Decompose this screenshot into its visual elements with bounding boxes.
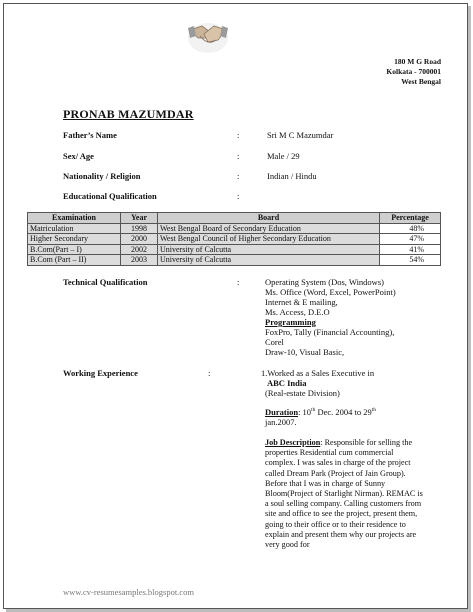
cell-percentage: 41%	[380, 244, 441, 255]
cell-board: West Bengal Board of Secondary Education	[158, 223, 380, 234]
programming-line: Corel	[265, 337, 284, 347]
footer-url: www.cv-resumesamples.blogspot.com	[63, 587, 194, 597]
duration-from-sup: th	[311, 407, 316, 413]
work-role-text: Worked as a Sales Executive in	[267, 368, 375, 378]
work-company: ABC India	[267, 378, 307, 388]
cell-percentage: 48%	[380, 223, 441, 234]
column-header: Board	[158, 213, 380, 224]
cell-board: University of Calcutta	[158, 244, 380, 255]
cell-exam: Higher Secondary	[28, 234, 121, 245]
column-header: Year	[121, 213, 158, 224]
colon: :	[237, 277, 240, 287]
cell-year: 1998	[121, 223, 158, 234]
cell-exam: B.Com(Part – I)	[28, 244, 121, 255]
programming-line: FoxPro, Tally (Financial Accounting),	[265, 327, 395, 337]
cell-exam: B.Com (Part – II)	[28, 255, 121, 266]
technical-label: Technical Qualification	[63, 277, 148, 287]
work-label: Working Experience	[63, 368, 138, 378]
duration-from-day: : 10	[298, 406, 312, 417]
fathers-name-label: Father’s Name	[63, 130, 117, 140]
fathers-name-value: Sri M C Mazumdar	[267, 130, 334, 140]
programming-heading: Programming	[265, 317, 316, 327]
colon: :	[237, 151, 240, 161]
column-header: Examination	[28, 213, 121, 224]
tech-line: Ms. Office (Word, Excel, PowerPoint)	[265, 287, 396, 297]
work-role	[261, 368, 441, 378]
job-description	[265, 438, 423, 550]
table-header-row	[28, 213, 441, 224]
colon: :	[237, 191, 240, 201]
tech-line: Internet & E mailing,	[265, 297, 338, 307]
colon: :	[237, 130, 240, 140]
address-line-1: 180 M G Road	[394, 57, 441, 66]
nationality-label: Nationality / Religion	[63, 171, 141, 181]
duration-to-rest: jan.2007.	[265, 416, 297, 427]
cell-board: West Bengal Council of Higher Secondary Education	[158, 234, 380, 245]
tech-line: Operating System (Dos, Windows)	[265, 277, 384, 287]
sex-age-label: Sex/ Age	[63, 151, 94, 161]
technical-details	[265, 277, 445, 357]
programming-line: Draw-10, Visual Basic,	[265, 347, 345, 357]
cell-year: 2000	[121, 234, 158, 245]
cell-board: University of Calcutta	[158, 255, 380, 266]
sex-age-value: Male / 29	[267, 151, 300, 161]
address-line-3: West Bengal	[401, 77, 441, 86]
candidate-name: PRONAB MAZUMDAR	[63, 107, 194, 121]
cell-year: 2002	[121, 244, 158, 255]
column-header: Percentage	[380, 213, 441, 224]
table-row	[28, 223, 441, 234]
duration-from-rest: Dec. 2004 to 29	[315, 406, 372, 417]
address-block	[386, 57, 441, 87]
education-table	[27, 212, 441, 266]
table-row	[28, 234, 441, 245]
cell-exam: Matriculation	[28, 223, 121, 234]
work-duration	[261, 405, 441, 417]
cell-year: 2003	[121, 255, 158, 266]
table-row	[28, 255, 441, 266]
duration-label: Duration	[265, 406, 299, 417]
nationality-value: Indian / Hindu	[267, 171, 317, 181]
cell-percentage: 47%	[380, 234, 441, 245]
work-division: (Real-estate Division)	[265, 388, 340, 398]
job-description-label: Job Description	[265, 438, 321, 447]
table-row	[28, 244, 441, 255]
colon: :	[208, 368, 211, 378]
job-description-text: : Responsible for selling the properties Residential cum commercial complex. I was sales in charge of the project called Dream Park (Project of Jain Group). Before that I was in charge of Sunny Bloom(Project of Starlight Nirman). REMAC is a soul selling company. Calling customers from site and office to see the project, present them, going to their office or to their residence to explain and present them why our projects are very good for	[265, 438, 423, 550]
colon: :	[237, 171, 240, 181]
handshake-icon	[186, 16, 230, 56]
work-item-number: 1.	[261, 368, 268, 378]
duration-to-sup: th	[371, 407, 377, 413]
address-line-2: Kolkata - 700001	[386, 67, 441, 76]
tech-line: Ms. Access, D.E.O	[265, 307, 330, 317]
work-details	[261, 368, 441, 427]
cell-percentage: 54%	[380, 255, 441, 266]
education-label: Educational Qualification	[63, 191, 157, 201]
